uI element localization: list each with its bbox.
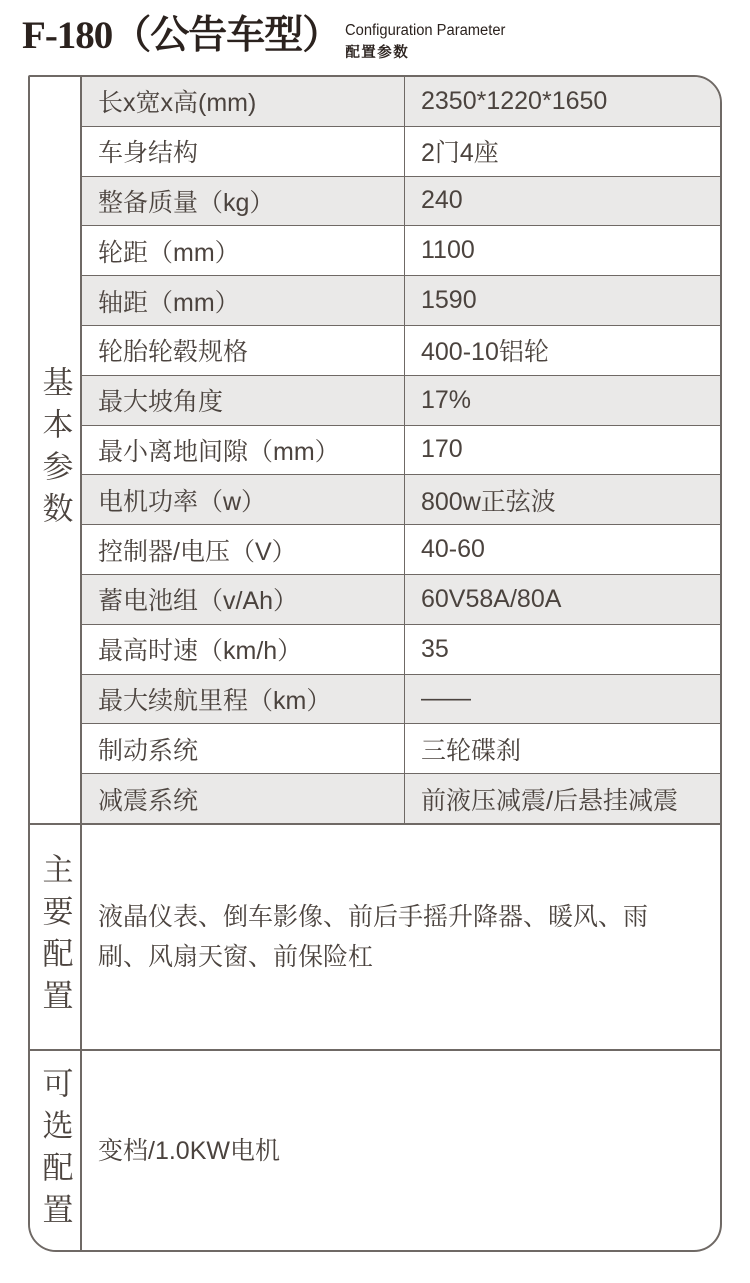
section-main-configuration	[30, 823, 720, 1049]
header	[22, 14, 514, 62]
spec-key: 轮胎轮毂规格	[82, 326, 405, 375]
spec-value: 400-10铝轮	[421, 338, 549, 367]
main-config-content: 液晶仪表、倒车影像、前后手摇升降器、暖风、雨刷、风扇天窗、前保险杠	[98, 903, 649, 971]
table-row	[82, 425, 720, 475]
subtitle-english: Configuration Parameter	[345, 22, 506, 39]
section-label-basic: 基本参数	[37, 366, 73, 534]
spec-value: 60V58A/80A	[421, 584, 562, 613]
table-row	[82, 325, 720, 375]
spec-value: 800w正弦波	[421, 487, 556, 516]
spec-value: ——	[421, 684, 471, 713]
table-row	[82, 723, 720, 773]
spec-value: 170	[421, 435, 463, 464]
subtitle	[345, 14, 514, 62]
table-row	[82, 524, 720, 574]
spec-key: 车身结构	[82, 127, 405, 176]
spec-value: 35	[421, 634, 449, 663]
spec-key: 控制器/电压（V）	[82, 525, 405, 574]
spec-key: 最大坡角度	[82, 376, 405, 425]
spec-value: 2门4座	[421, 139, 499, 168]
section-label-cell	[30, 77, 82, 823]
table-row	[82, 375, 720, 425]
section-basic-parameters	[30, 77, 720, 823]
spec-key: 制动系统	[82, 724, 405, 773]
table-row	[82, 275, 720, 325]
spec-key: 蓄电池组（v/Ah）	[82, 575, 405, 624]
section-label-cell	[30, 1051, 82, 1250]
basic-rows	[82, 77, 720, 823]
spec-value: 17%	[421, 385, 472, 414]
table-row	[82, 176, 720, 226]
table-row	[82, 126, 720, 176]
table-row	[82, 773, 720, 823]
spec-key: 整备质量（kg）	[82, 177, 405, 226]
spec-key: 最大续航里程（km）	[82, 675, 405, 724]
table-row	[82, 624, 720, 674]
spec-value: 前液压减震/后悬挂减震	[421, 786, 678, 815]
spec-value: 2350*1220*1650	[421, 86, 608, 115]
spec-key: 减震系统	[82, 774, 405, 823]
spec-key: 电机功率（w）	[82, 475, 405, 524]
spec-value: 1590	[421, 286, 477, 315]
spec-value: 1100	[421, 236, 475, 265]
section-label-main-config: 主要配置	[37, 853, 73, 1021]
spec-key: 最小离地间隙（mm）	[82, 426, 405, 475]
table-row	[82, 225, 720, 275]
spec-key: 轴距（mm）	[82, 276, 405, 325]
table-row	[82, 474, 720, 524]
spec-key: 长x宽x高(mm)	[82, 77, 405, 126]
table-row	[82, 674, 720, 724]
spec-key: 轮距（mm）	[82, 226, 405, 275]
spec-table	[28, 75, 722, 1252]
page-title: F-180（公告车型）	[22, 14, 341, 57]
subtitle-chinese: 配置参数	[345, 45, 410, 62]
spec-value: 40-60	[421, 535, 485, 564]
section-optional-configuration	[30, 1049, 720, 1250]
section-label-optional-config: 可选配置	[37, 1066, 73, 1235]
section-label-cell	[30, 825, 82, 1049]
table-row	[82, 77, 720, 126]
spec-key: 最高时速（km/h）	[82, 625, 405, 674]
spec-value: 三轮碟刹	[421, 736, 522, 765]
optional-config-content: 变档/1.0KW电机	[98, 1136, 280, 1165]
table-row	[82, 574, 720, 624]
spec-value: 240	[421, 186, 463, 215]
